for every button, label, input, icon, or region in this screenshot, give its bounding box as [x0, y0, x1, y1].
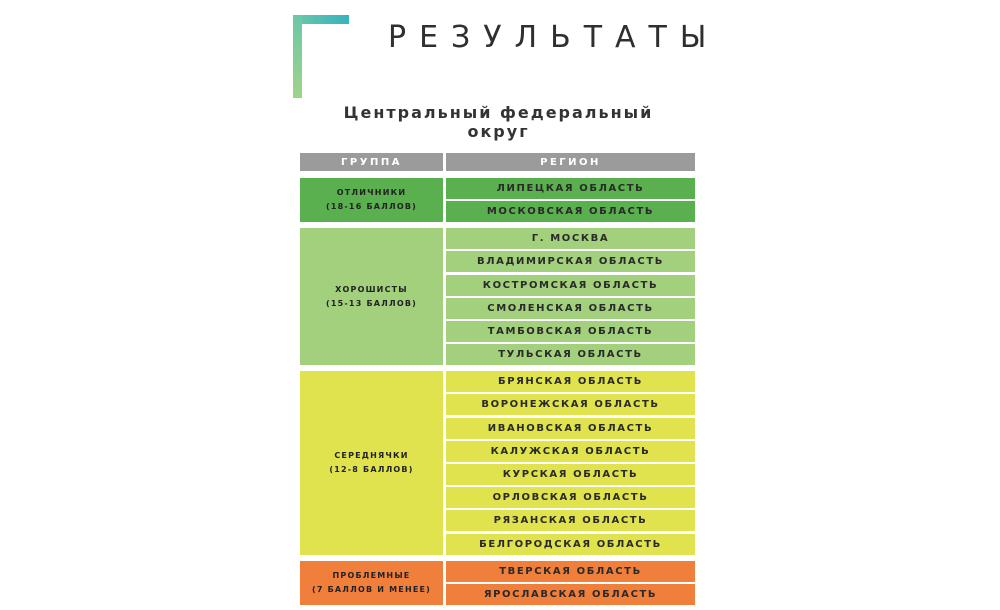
page-title: РЕЗУЛЬТАТЫ	[388, 20, 720, 55]
group-cell	[300, 371, 443, 554]
region-cell: ТУЛЬСКАЯ ОБЛАСТЬ	[446, 344, 695, 365]
district-title	[300, 103, 697, 141]
region-column-header: РЕГИОН	[446, 153, 695, 171]
region-cell: Г. МОСКВА	[446, 228, 695, 249]
region-cell: ЛИПЕЦКАЯ ОБЛАСТЬ	[446, 178, 695, 199]
region-cell: МОСКОВСКАЯ ОБЛАСТЬ	[446, 201, 695, 222]
group-score: (7 БАЛЛОВ И МЕНЕЕ)	[311, 584, 432, 594]
region-cell: ТАМБОВСКАЯ ОБЛАСТЬ	[446, 321, 695, 342]
region-cell: КУРСКАЯ ОБЛАСТЬ	[446, 464, 695, 485]
region-cell: ИВАНОВСКАЯ ОБЛАСТЬ	[446, 418, 695, 439]
group-name: ХОРОШИСТЫ	[335, 284, 408, 294]
corner-accent	[293, 15, 349, 98]
group-name: ОТЛИЧНИКИ	[336, 188, 407, 198]
region-cell: СМОЛЕНСКАЯ ОБЛАСТЬ	[446, 298, 695, 319]
region-cell: ТВЕРСКАЯ ОБЛАСТЬ	[446, 561, 695, 582]
region-cell: ЯРОСЛАВСКАЯ ОБЛАСТЬ	[446, 584, 695, 605]
group-cell	[300, 561, 443, 605]
region-cell: ВОРОНЕЖСКАЯ ОБЛАСТЬ	[446, 394, 695, 415]
group-name: СЕРЕДНЯЧКИ	[334, 450, 409, 460]
group-cell	[300, 228, 443, 365]
region-cell: ВЛАДИМИРСКАЯ ОБЛАСТЬ	[446, 251, 695, 272]
district-title-line2: округ	[467, 122, 530, 141]
group-score: (15-13 БАЛЛОВ)	[326, 298, 417, 308]
group-score: (18-16 БАЛЛОВ)	[326, 202, 417, 212]
corner-accent-vertical	[293, 15, 302, 98]
district-title-line1: Центральный федеральный	[343, 103, 654, 122]
region-cell: БЕЛГОРОДСКАЯ ОБЛАСТЬ	[446, 534, 695, 555]
region-cell: ОРЛОВСКАЯ ОБЛАСТЬ	[446, 487, 695, 508]
region-cell: КАЛУЖСКАЯ ОБЛАСТЬ	[446, 441, 695, 462]
region-cell: БРЯНСКАЯ ОБЛАСТЬ	[446, 371, 695, 392]
group-column-header: ГРУППА	[300, 153, 443, 171]
group-cell	[300, 178, 443, 222]
group-name: ПРОБЛЕМНЫЕ	[332, 570, 411, 580]
group-score: (12-8 БАЛЛОВ)	[329, 464, 414, 474]
region-cell: РЯЗАНСКАЯ ОБЛАСТЬ	[446, 510, 695, 531]
region-cell: КОСТРОМСКАЯ ОБЛАСТЬ	[446, 275, 695, 296]
